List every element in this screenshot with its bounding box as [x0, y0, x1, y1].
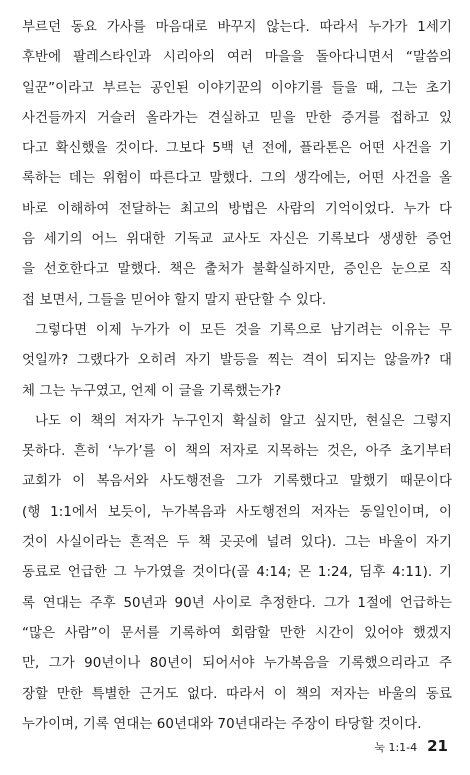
body-text: [22, 13, 452, 740]
text-line: “많은 사람”이 문서를 기록하여 회람할 만한 시간이 있어야 했겠지: [22, 625, 452, 641]
text-line: 후반에 팔레스타인과 시리아의 여러 마을을 돌아다니면서 “말씀의: [22, 50, 452, 66]
text-line: 바로 이해하여 전달하는 최고의 방법은 사람의 기억이었다. 누가 다: [22, 201, 452, 217]
text-line: 체 그는 누구였고, 언제 이 글을 기록했는가?: [22, 383, 282, 399]
page-number: 21: [427, 737, 448, 755]
text-line: 장할 만한 특별한 근거도 없다. 따라서 이 책의 저자는 바울의 동료: [22, 686, 452, 702]
text-line: 일꾼”이라고 부르는 공인된 이야기꾼의 이야기를 들을 때, 그는 초기: [22, 80, 452, 96]
text-line: 을 선호한다고 말했다. 책은 출처가 불확실하지만, 증인은 눈으로 직: [22, 262, 452, 278]
text-line: 나도 이 책의 저자가 누구인지 확실히 알고 싶지만, 현실은 그렇지: [35, 413, 452, 429]
text-line: 다고 확신했을 것이다. 그보다 5백 년 전에, 플라톤은 어떤 사건을 기: [22, 141, 452, 157]
text-line: 만, 그가 90년이나 80년이 되어서야 누가복음을 기록했으리라고 주: [22, 656, 452, 672]
running-reference: 눅 1:1-4: [374, 741, 418, 754]
text-line: 누가이며, 기록 연대는 60년대와 70년대라는 주장이 타당할 것이다.: [22, 716, 422, 732]
text-line: 록 연대는 주후 50년과 90년 사이로 추정한다. 그가 1절에 언급하는: [22, 595, 452, 611]
text-line: (행 1:1에서 보듯이, 누가복음과 사도행전의 저자는 동일인이며, 이: [22, 504, 452, 520]
text-line: 것이 사실이라는 흔적은 두 책 곳곳에 널려 있다). 그는 바울이 자기: [22, 535, 452, 551]
text-line: 못하다. 흔히 ‘누가’를 이 책의 저자로 지목하는 것은, 아주 초기부터: [22, 444, 452, 460]
text-line: 접 보면서, 그들을 믿어야 할지 말지 판단할 수 있다.: [22, 292, 327, 308]
text-line: 교회가 이 복음서와 사도행전을 그가 기록했다고 말했기 때문이다: [22, 474, 452, 490]
page-footer: [374, 737, 448, 755]
text-line: 그렇다면 이제 누가가 이 모든 것을 기록으로 남기려는 이유는 무: [35, 322, 452, 338]
text-line: 부르던 동요 가사를 마음대로 바꾸지 않는다. 따라서 누가가 1세기: [22, 20, 452, 35]
text-line: 엇일까? 그랬다가 오히려 자기 발등을 찍는 격이 되지는 않을까? 대: [22, 353, 452, 369]
text-line: 동료로 언급한 그 누가였을 것이다(골 4:14; 몬 1:24, 딤후 4:11). 기: [22, 565, 452, 581]
text-line: 사건들까지 거슬러 올라가는 견실하고 믿을 만한 증거를 접하고 있: [22, 110, 452, 126]
text-line: 음 세기의 어느 위대한 기독교 교사도 자신은 기록보다 생생한 증언: [22, 232, 452, 248]
text-line: 록하는 데는 위험이 따른다고 말했다. 그의 생각에는, 어떤 사건을 올: [22, 171, 452, 187]
